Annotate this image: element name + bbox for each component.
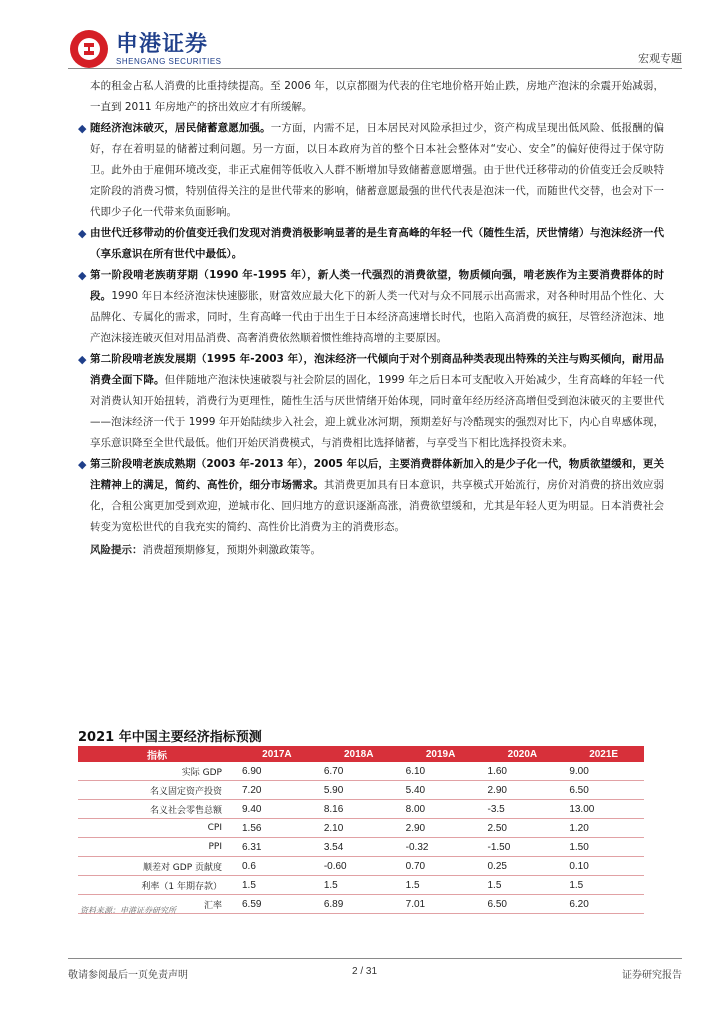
risk-text: 消费超预期修复，预期外刺激政策等。 (142, 544, 321, 556)
table-cell: 5.90 (318, 781, 400, 800)
row-label: PPI (78, 838, 236, 857)
table-header-cell: 2021E (563, 746, 644, 762)
row-label: CPI (78, 819, 236, 838)
table-cell: -0.32 (400, 838, 482, 857)
table-header-cell: 2018A (318, 746, 400, 762)
table-header-cell: 2020A (481, 746, 563, 762)
table-source: 资料来源：申港证券研究所 (80, 906, 176, 915)
main-content (78, 76, 665, 561)
logo-name-en: SHENGANG SECURITIES (116, 56, 222, 66)
logo-mark-icon (70, 30, 108, 68)
bullet-heading: 随经济泡沫破灭，居民储蓄意愿加强。 (90, 122, 271, 134)
bullet-generation (78, 223, 664, 265)
row-label: 利率（1 年期存款） (78, 876, 236, 895)
bullet-heading: 由世代迁移带动的价值变迁我们发现对消费消极影响显著的是生育高峰的年轻一代（随性生活，厌世情绪）与泡沫经济一代（享乐意识在所有世代中最低）。 (90, 227, 664, 260)
bullet-stage-one (78, 265, 665, 349)
bullet-text: 1990 年日本经济泡沫快速膨胀，财富效应最大化下的新人类一代对与众不同展示出高需求，对各种时用品个性化、大品牌化、专属化的需求，同时，生育高峰一代由于出生于日本经济高速增长时代，也陷入高消费的疯狂，尽管经济泡沫、地产泡沫接连破灭但对用品消费、高奢消费依然顺着惯性维持高增的主要原因。 (90, 290, 665, 344)
table-cell: 0.25 (481, 857, 563, 876)
table-cell: 0.10 (563, 857, 644, 876)
table-row (78, 819, 644, 838)
table-cell: 1.5 (400, 876, 482, 895)
table-cell: 8.00 (400, 800, 482, 819)
table-cell: -0.60 (318, 857, 400, 876)
table-cell: 5.40 (400, 781, 482, 800)
table-cell: 6.90 (236, 762, 318, 781)
row-label: 名义固定资产投资 (78, 781, 236, 800)
bullet-heading: 第三阶段啃老族成熟期（2003 年-2013 年），2005 年以后，主要消费群体新加入的是少子化一代，物质欲望缓和，更关注精神上的满足，简约、高性价，细分市场需求。 (90, 458, 664, 491)
table-cell: 2.10 (318, 819, 400, 838)
bullet-dot-icon: ◆ (78, 458, 87, 471)
table-cell: 8.16 (318, 800, 400, 819)
footer-divider (68, 958, 682, 959)
table-cell: 3.54 (318, 838, 400, 857)
bullet-dot-icon: ◆ (78, 269, 87, 282)
table-cell: 1.50 (563, 838, 644, 857)
table-cell: 7.20 (236, 781, 318, 800)
table-header-cell: 2019A (400, 746, 482, 762)
table-row (78, 838, 644, 857)
table-cell: 1.5 (318, 876, 400, 895)
table-row (78, 781, 644, 800)
table-cell: 7.01 (400, 895, 482, 914)
bullet-text: 其消费更加具有日本意识，共享模式开始流行，房价对消费的挤出效应弱化，合租公寓更加受到欢迎，逆城市化、回归地方的意识逐渐高涨，消费欲望缓和，尤其是年轻人更为明显。日本消费社会转变为宽松世代的自我充实的简约、高性价比消费为主的消费形态。 (90, 479, 664, 533)
table-header-row (78, 746, 644, 762)
table-cell: 1.20 (563, 819, 644, 838)
section-label: 宏观专题 (638, 52, 682, 65)
table-cell: 9.40 (236, 800, 318, 819)
table-cell: 6.50 (563, 781, 644, 800)
row-label: 实际 GDP (78, 762, 236, 781)
report-type: 证券研究报告 (622, 970, 682, 981)
header-divider (68, 68, 682, 69)
bullet-dot-icon: ◆ (78, 227, 87, 240)
bullet-heading: 第一阶段啃老族萌芽期（1990 年-1995 年），新人类一代强烈的消费欲望，物质倾向强，啃老族作为主要消费群体的时段。 (90, 269, 664, 302)
table-row (78, 762, 644, 781)
table-cell: 2.90 (400, 819, 482, 838)
row-label: 名义社会零售总额 (78, 800, 236, 819)
table-row (78, 800, 644, 819)
table-cell: 1.5 (481, 876, 563, 895)
page-number: 2 / 31 (352, 966, 378, 977)
table-header-cell: 指标 (78, 746, 236, 762)
bullet-stage-three (78, 454, 664, 538)
table-row (78, 857, 644, 876)
table-cell: 0.70 (400, 857, 482, 876)
bullet-savings (78, 118, 665, 223)
table-cell: 1.56 (236, 819, 318, 838)
table-cell: 6.59 (236, 895, 318, 914)
table-cell: 9.00 (563, 762, 644, 781)
table-cell: 1.5 (563, 876, 644, 895)
table-cell: 2.90 (481, 781, 563, 800)
table-row (78, 876, 644, 895)
table-cell: 0.6 (236, 857, 318, 876)
intro-paragraph: 本的租金占私人消费的比重持续提高。至 2006 年，以京都圈为代表的住宅地价格开始止跌，房地产泡沫的余震开始减弱，一直到 2011 年房地产的挤出效应才有所缓解。 (90, 80, 664, 113)
table-cell: 6.50 (481, 895, 563, 914)
risk-warning (90, 540, 664, 561)
bullet-dot-icon: ◆ (78, 122, 87, 135)
table-cell: 1.5 (236, 876, 318, 895)
page-header (0, 0, 724, 80)
row-label: 汇率 (78, 895, 236, 914)
table-cell: 6.10 (400, 762, 482, 781)
table-title: 2021 年中国主要经济指标预测 (78, 730, 262, 745)
bullet-heading: 第二阶段啃老族发展期（1995 年-2003 年），泡沫经济一代倾向于对个别商品种类表现出特殊的关注与购买倾向，耐用品消费全面下降。 (90, 353, 664, 386)
table-cell: 6.89 (318, 895, 400, 914)
table-cell: 2.50 (481, 819, 563, 838)
bullet-text: 一方面，内需不足，日本居民对风险承担过少，资产构成呈现出低风险、低报酬的偏好，存在着明显的储蓄过剩问题。另一方面，以日本政府为首的整个日本社会整体对“安心、安全”的偏好使得过于保守防卫。此外由于雇佣环境改变，非正式雇佣等低收入人群不断增加导致储蓄意愿增强。由于世代迁移带动的价值变迁会反映特定阶段的消费习惯，特别值得关注的是世代带来的影响，储蓄意愿最强的世代代表是泡沫一代，而随世代交替，也会对下一代即少子化一代带来负面影响。 (90, 122, 665, 218)
risk-label: 风险提示： (90, 544, 143, 556)
table-cell: 6.31 (236, 838, 318, 857)
table-cell: 1.60 (481, 762, 563, 781)
logo-name-cn: 申港证券 (116, 31, 209, 57)
bullet-stage-two (78, 349, 665, 454)
forecast-table (78, 746, 644, 914)
table-header-cell: 2017A (236, 746, 318, 762)
table-cell: 13.00 (563, 800, 644, 819)
table-cell: -1.50 (481, 838, 563, 857)
table-cell: 6.20 (563, 895, 644, 914)
company-logo (70, 30, 222, 68)
disclaimer-note: 敬请参阅最后一页免责声明 (68, 970, 188, 981)
bullet-text: 但伴随地产泡沫快速破裂与社会阶层的固化，1999 年之后日本可支配收入开始减少，生育高峰的年轻一代对消费认知开始扭转，消费行为更理性，随性生活与厌世情绪开始体现，同时童年经历经济高增但受到泡沫破灭的主要世代——泡沫经济一代于 1999 年开始陆续步入社会，迎上就业冰河期，预期差好与冷酷现实的强烈对比下，内心自卑感体现，享乐意识降至全世代最低。他们开始厌消费模式，与消费相比选择储蓄，与享受当下相比选择投资未来。 (90, 374, 665, 449)
bullet-dot-icon: ◆ (78, 353, 87, 366)
row-label: 顺差对 GDP 贡献度 (78, 857, 236, 876)
table-cell: 6.70 (318, 762, 400, 781)
table-cell: -3.5 (481, 800, 563, 819)
